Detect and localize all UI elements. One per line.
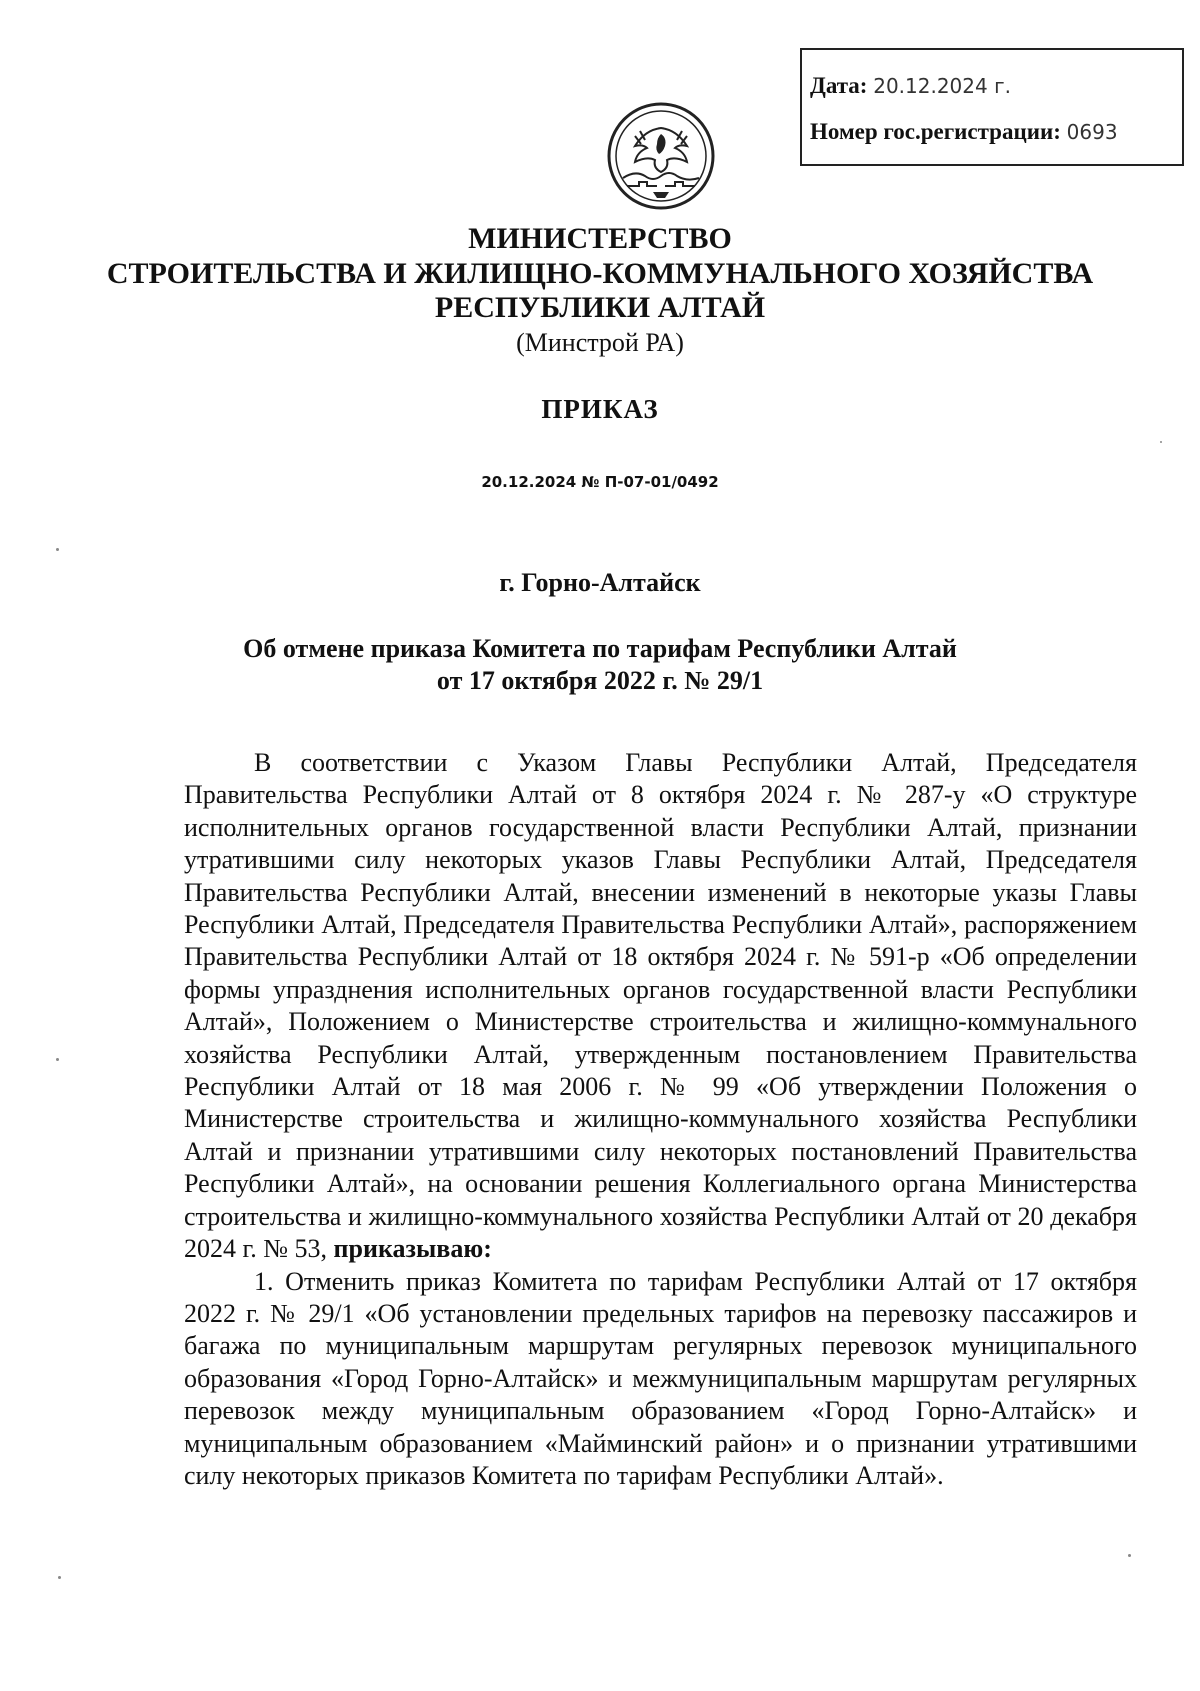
preamble-paragraph [184,747,1137,1266]
ministry-name [0,222,1200,326]
registration-number-label: Номер гос.регистрации: [810,119,1061,144]
ministry-name-line3: РЕСПУБЛИКИ АЛТАЙ [434,291,766,324]
ministry-name-line1: МИНИСТЕРСТВО [468,222,732,255]
coat-of-arms-icon [605,100,717,212]
scan-speck [56,548,59,551]
scan-speck [58,1576,61,1579]
preamble-text: В соответствии с Указом Главы Республики Алтай, Председателя Правительства Республики Алтай от 8 октября 2024 г. № 287-у «О структуре исполнительных органов государственной власти Республики Алтай, признании утратившими силу некоторых указов Главы Республики Алтай, Председателя Правительства Республики Алтай, внесении изменений в некоторые указы Главы Республики Алтай, Председателя Правительства Республики Алтай», распоряжением Правительства Республики Алтай от 18 октября 2024 г. № 591-р «Об определении формы упразднения исполнительных органов государственной власти Республики Алтай», Положением о Министерстве строительства и жилищно-коммунального хозяйства Республики Алтай, утвержденным постановлением Правительства Республики Алтай от 18 мая 2006 г. № 99 «Об утверждении Положения о Министерстве строительства и жилищно-коммунального хозяйства Республики Алтай и признании утратившими силу некоторых постановлений Правительства Республики Алтай», на основании решения Коллегиального органа Министерства строительства и жилищно-коммунального хозяйства Республики Алтай от 20 декабря 2024 г. № 53, [184,748,1137,1264]
document-type: ПРИКАЗ [541,394,659,424]
order-subject [0,633,1200,696]
order-item-1: 1. Отменить приказ Комитета по тарифам Республики Алтай от 17 октября 2022 г. № 29/1 «Об установлении предельных тарифов на перевозку пассажиров и багажа по муниципальным маршрутам регулярных перевозок муниципального образования «Город Горно-Алтайск» и межмуниципальным маршрутам регулярных перевозок между муниципальным образованием «Город Горно-Алтайск» и муниципальным образованием «Майминский район» и о признании утратившими силу некоторых приказов Комитета по тарифам Республики Алтай». [184,1266,1137,1490]
registration-date-label: Дата: [810,73,868,98]
order-word: приказываю: [333,1234,492,1264]
order-subject-line2: от 17 октября 2022 г. № 29/1 [436,665,764,695]
city: г. Горно-Алтайск [499,568,701,597]
order-date-number: 20.12.2024 № П-07-01/0492 [481,473,719,491]
registration-number-value: 0693 [1066,120,1118,144]
order-body [184,747,1137,1492]
registration-date [810,74,1011,97]
registration-stamp [800,48,1184,166]
scan-speck [56,1058,59,1061]
order-subject-line1: Об отмене приказа Комитета по тарифам Республики Алтай [243,634,957,663]
scan-speck [1160,441,1162,443]
scan-speck [1128,1554,1131,1557]
registration-date-value: 20.12.2024 г. [873,74,1011,98]
ministry-name-line2: СТРОИТЕЛЬСТВА И ЖИЛИЩНО-КОММУНАЛЬНОГО ХОЗЯЙСТВА [106,256,1094,290]
ministry-abbreviation: (Минстрой РА) [516,328,684,357]
registration-number [810,120,1118,143]
